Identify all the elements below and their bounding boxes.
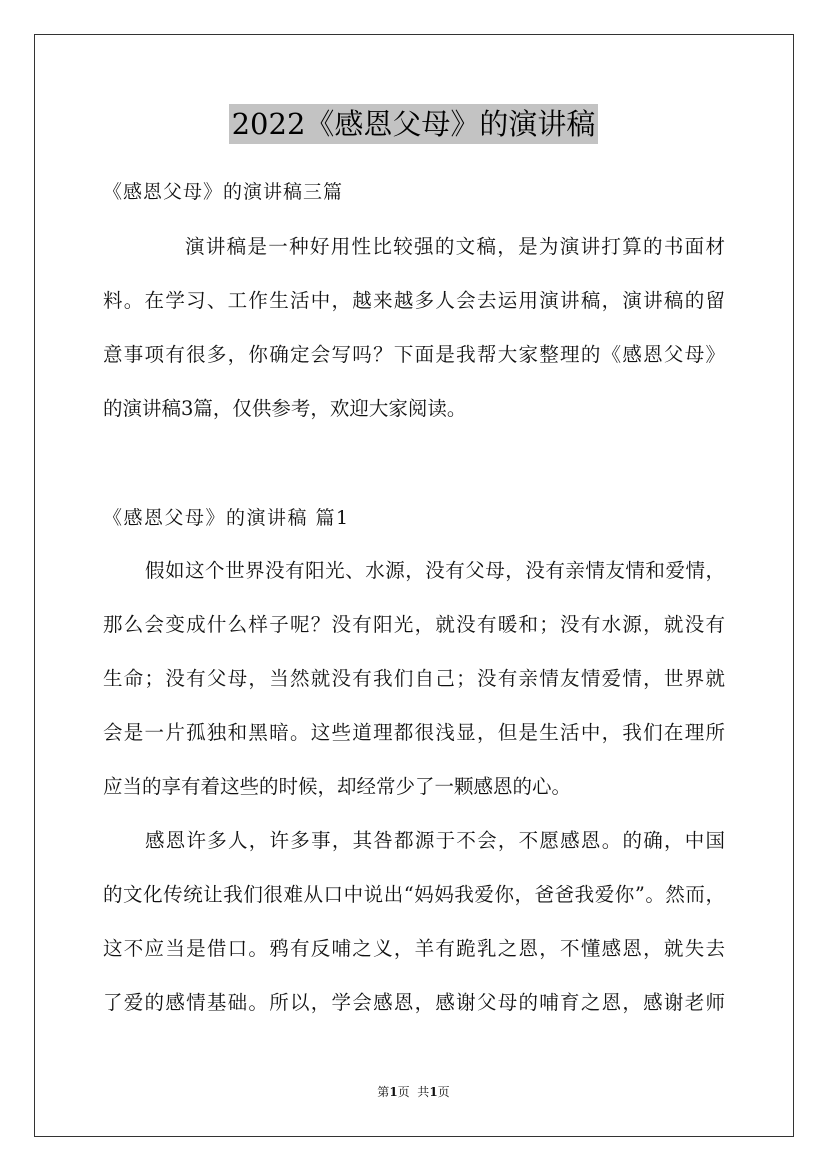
page-label-middle: 页 共 [397,1085,430,1099]
text-line: 演讲稿是一种好用性比较强的文稿，是为演讲打算的书面材 [185,235,725,258]
page-total: 1 [429,1085,438,1099]
intro-paragraph [103,220,725,436]
page-label-prefix: 第 [377,1085,390,1099]
text-line: 这不应当是借口。鸦有反哺之义，羊有跪乳之恩，不懂感恩，就失去 [103,937,725,960]
paragraph [103,814,725,1030]
text-line: 会是一片孤独和黑暗。这些道理都很浅显，但是生活中，我们在理所 [103,721,725,744]
title-container [0,104,827,144]
text-line: 假如这个世界没有阳光、水源，没有父母，没有亲情友情和爱情， [145,559,725,582]
text-line: 了爱的感情基础。所以，学会感恩，感谢父母的哺育之恩，感谢老师 [103,991,725,1014]
page-footer [0,1083,827,1101]
text-line: 料。在学习、工作生活中，越来越多人会去运用演讲稿，演讲稿的留 [103,289,725,312]
text-line: 意事项有很多，你确定会写吗？下面是我帮大家整理的《感恩父母》 [103,343,725,366]
text-line: 的文化传统让我们很难从口中说出“妈妈我爱你，爸爸我爱你”。然而， [103,883,725,906]
section-body [103,544,725,1030]
section-heading: 《感恩父母》的演讲稿 篇1 [103,507,350,529]
subtitle: 《感恩父母》的演讲稿三篇 [103,181,344,203]
paragraph [103,544,725,814]
page-title: 2022《感恩父母》的演讲稿 [229,104,599,144]
text-line: 应当的享有着这些的时候，却经常少了一颗感恩的心。 [103,775,572,798]
page-number: 1 [389,1085,398,1099]
text-line: 生命；没有父母，当然就没有我们自己；没有亲情友情爱情，世界就 [103,667,725,690]
page-label-suffix: 页 [437,1085,450,1099]
text-line: 感恩许多人，许多事，其咎都源于不会，不愿感恩。的确，中国 [145,829,725,852]
text-line: 的演讲稿3篇，仅供参考，欢迎大家阅读。 [103,397,467,420]
text-line: 那么会变成什么样子呢？没有阳光，就没有暖和；没有水源，就没有 [103,613,725,636]
